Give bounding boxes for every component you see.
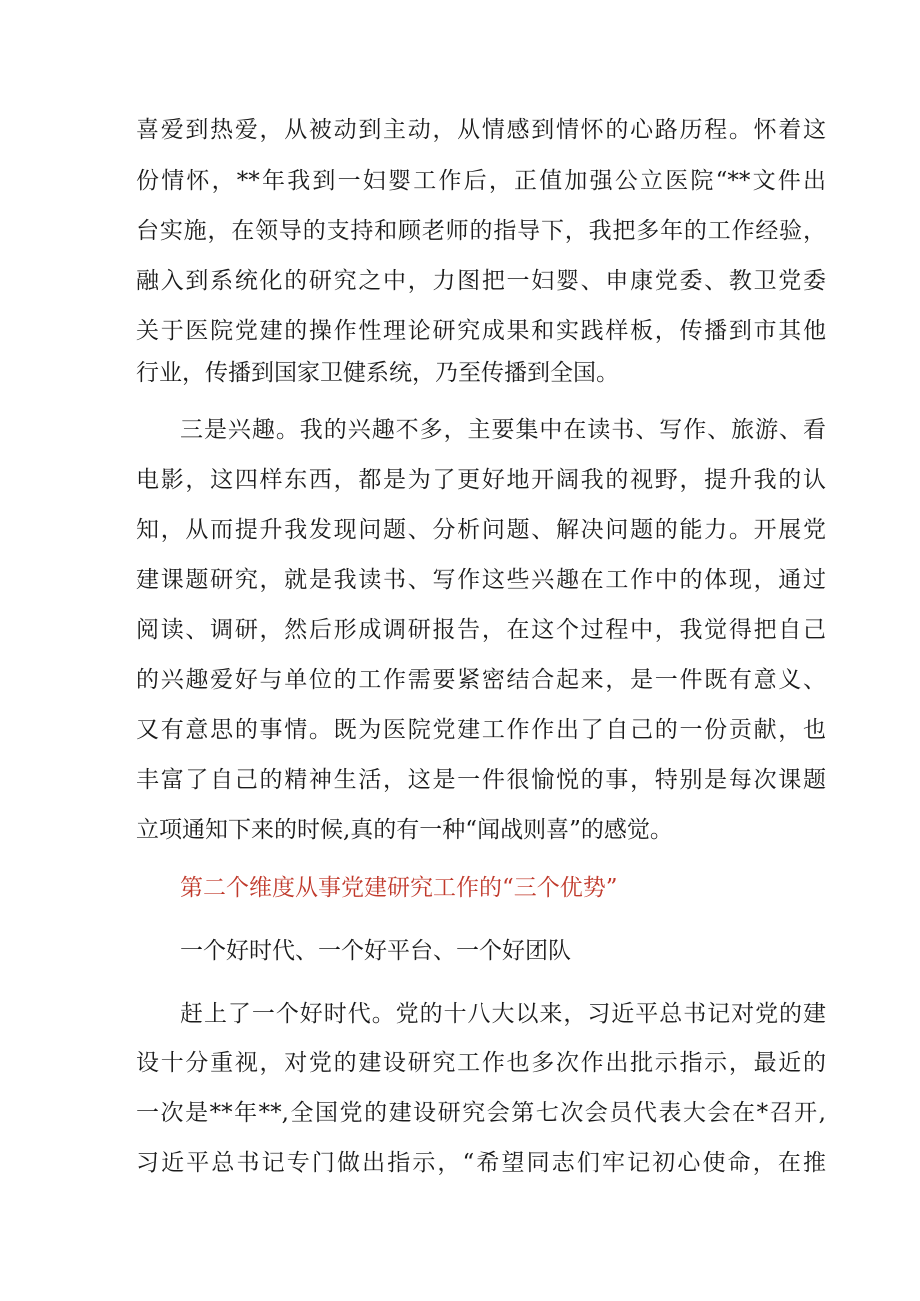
paragraph-3-line: 一次是**年**,全国党的建设研究会第七次会员代表大会在*召开, <box>136 1100 826 1126</box>
paragraph-2-line: 知，从而提升我发现问题、分析问题、解决问题的能力。开展党 <box>136 517 826 543</box>
paragraph-1-line: 行业，传播到国家卫健系统，乃至传播到全国。 <box>136 360 619 386</box>
subheading: 一个好时代、一个好平台、一个好团队 <box>180 938 571 964</box>
paragraph-2-line: 立项通知下来的时候,真的有一种“闻战则喜”的感觉。 <box>136 817 673 843</box>
paragraph-1-line: 关于医院党建的操作性理论研究成果和实践样板，传播到市其他 <box>136 318 826 344</box>
paragraph-3-line: 设十分重视，对党的建设研究工作也多次作出批示指示，最近的 <box>136 1050 826 1076</box>
paragraph-2-line: 的兴趣爱好与单位的工作需要紧密结合起来，是一件既有意义、 <box>136 667 826 693</box>
paragraph-1-line: 台实施，在领导的支持和顾老师的指导下，我把多年的工作经验， <box>136 218 826 244</box>
paragraph-2-line: 电影，这四样东西，都是为了更好地开阔我的视野，提升我的认 <box>136 467 826 493</box>
paragraph-2-line: 三是兴趣。我的兴趣不多，主要集中在读书、写作、旅游、看 <box>180 417 826 443</box>
paragraph-1-line: 融入到系统化的研究之中，力图把一妇婴、申康党委、教卫党委 <box>136 268 826 294</box>
paragraph-2-line: 阅读、调研，然后形成调研报告，在这个过程中，我觉得把自己 <box>136 617 826 643</box>
paragraph-1-line: 喜爱到热爱，从被动到主动，从情感到情怀的心路历程。怀着这 <box>136 117 826 143</box>
paragraph-3-line: 习近平总书记专门做出指示，“希望同志们牢记初心使命，在推 <box>136 1150 826 1176</box>
paragraph-2-line: 建课题研究，就是我读书、写作这些兴趣在工作中的体现，通过 <box>136 567 826 593</box>
paragraph-2-line: 又有意思的事情。既为医院党建工作作出了自己的一份贡献，也 <box>136 717 826 743</box>
section-heading: 第二个维度从事党建研究工作的“三个优势” <box>180 875 618 901</box>
paragraph-3-line: 赶上了一个好时代。党的十八大以来，习近平总书记对党的建 <box>180 1001 826 1027</box>
paragraph-1-line: 份情怀，**年我到一妇婴工作后，正值加强公立医院“**文件出 <box>136 168 826 194</box>
paragraph-2-line: 丰富了自己的精神生活，这是一件很愉悦的事，特别是每次课题 <box>136 767 826 793</box>
